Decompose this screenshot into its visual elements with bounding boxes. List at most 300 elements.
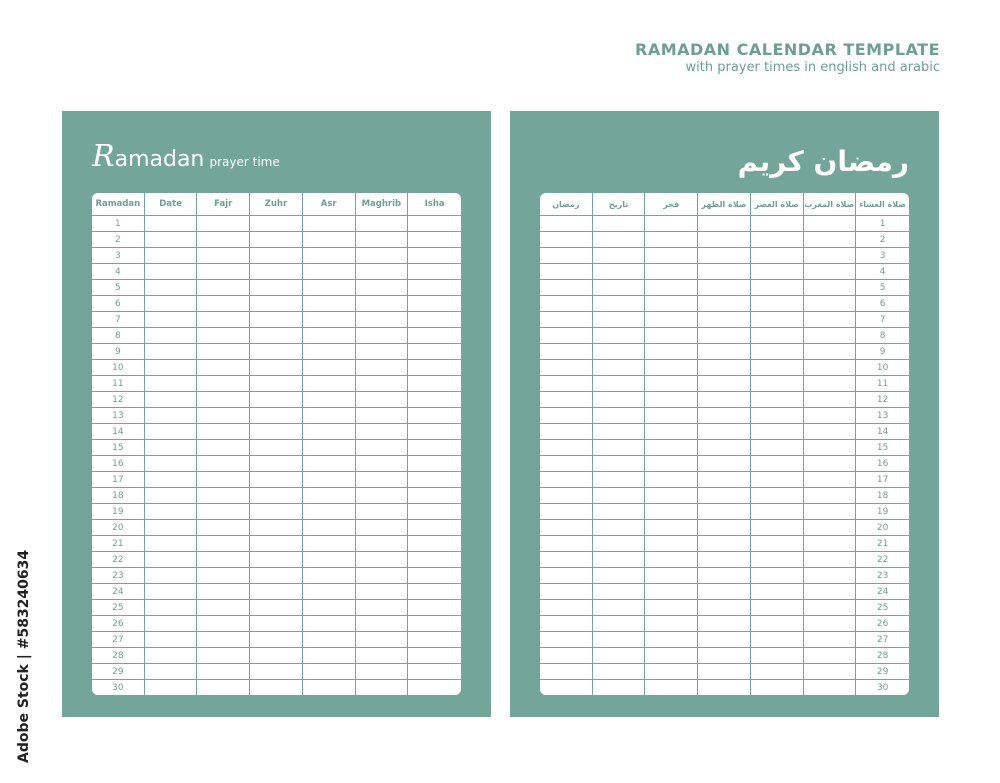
entry-cell[interactable] (751, 520, 804, 536)
entry-cell[interactable] (303, 568, 356, 584)
entry-cell[interactable] (145, 504, 198, 520)
entry-cell[interactable] (540, 360, 593, 376)
entry-cell[interactable] (593, 648, 646, 664)
entry-cell[interactable] (540, 312, 593, 328)
entry-cell[interactable] (698, 520, 751, 536)
entry-cell[interactable] (698, 616, 751, 632)
entry-cell[interactable] (197, 616, 250, 632)
entry-cell[interactable] (698, 424, 751, 440)
entry-cell[interactable] (303, 408, 356, 424)
entry-cell[interactable] (751, 392, 804, 408)
entry-cell[interactable] (540, 536, 593, 552)
entry-cell[interactable] (804, 360, 857, 376)
entry-cell[interactable] (804, 248, 857, 264)
entry-cell[interactable] (356, 520, 409, 536)
entry-cell[interactable] (593, 584, 646, 600)
entry-cell[interactable] (197, 568, 250, 584)
entry-cell[interactable] (645, 424, 698, 440)
entry-cell[interactable] (250, 216, 303, 232)
entry-cell[interactable] (145, 648, 198, 664)
entry-cell[interactable] (145, 360, 198, 376)
entry-cell[interactable] (645, 584, 698, 600)
entry-cell[interactable] (303, 456, 356, 472)
entry-cell[interactable] (145, 536, 198, 552)
entry-cell[interactable] (145, 552, 198, 568)
entry-cell[interactable] (303, 328, 356, 344)
entry-cell[interactable] (751, 408, 804, 424)
entry-cell[interactable] (303, 616, 356, 632)
entry-cell[interactable] (408, 616, 461, 632)
entry-cell[interactable] (408, 408, 461, 424)
entry-cell[interactable] (356, 344, 409, 360)
entry-cell[interactable] (356, 216, 409, 232)
entry-cell[interactable] (197, 280, 250, 296)
entry-cell[interactable] (593, 680, 646, 695)
entry-cell[interactable] (356, 504, 409, 520)
entry-cell[interactable] (250, 360, 303, 376)
entry-cell[interactable] (698, 328, 751, 344)
entry-cell[interactable] (250, 232, 303, 248)
entry-cell[interactable] (250, 456, 303, 472)
entry-cell[interactable] (408, 552, 461, 568)
entry-cell[interactable] (645, 392, 698, 408)
entry-cell[interactable] (751, 264, 804, 280)
entry-cell[interactable] (593, 536, 646, 552)
entry-cell[interactable] (645, 440, 698, 456)
entry-cell[interactable] (408, 344, 461, 360)
entry-cell[interactable] (356, 616, 409, 632)
entry-cell[interactable] (356, 600, 409, 616)
entry-cell[interactable] (356, 264, 409, 280)
entry-cell[interactable] (593, 280, 646, 296)
entry-cell[interactable] (751, 232, 804, 248)
entry-cell[interactable] (593, 616, 646, 632)
entry-cell[interactable] (751, 296, 804, 312)
entry-cell[interactable] (250, 376, 303, 392)
entry-cell[interactable] (698, 312, 751, 328)
entry-cell[interactable] (751, 552, 804, 568)
entry-cell[interactable] (751, 328, 804, 344)
entry-cell[interactable] (593, 520, 646, 536)
entry-cell[interactable] (197, 296, 250, 312)
entry-cell[interactable] (698, 536, 751, 552)
entry-cell[interactable] (303, 376, 356, 392)
entry-cell[interactable] (145, 264, 198, 280)
entry-cell[interactable] (698, 440, 751, 456)
entry-cell[interactable] (540, 264, 593, 280)
entry-cell[interactable] (250, 248, 303, 264)
entry-cell[interactable] (751, 424, 804, 440)
entry-cell[interactable] (804, 344, 857, 360)
entry-cell[interactable] (804, 264, 857, 280)
entry-cell[interactable] (804, 280, 857, 296)
entry-cell[interactable] (751, 504, 804, 520)
entry-cell[interactable] (540, 296, 593, 312)
entry-cell[interactable] (303, 584, 356, 600)
entry-cell[interactable] (751, 632, 804, 648)
entry-cell[interactable] (145, 488, 198, 504)
entry-cell[interactable] (593, 408, 646, 424)
entry-cell[interactable] (593, 264, 646, 280)
entry-cell[interactable] (197, 424, 250, 440)
entry-cell[interactable] (303, 360, 356, 376)
entry-cell[interactable] (540, 408, 593, 424)
entry-cell[interactable] (645, 280, 698, 296)
entry-cell[interactable] (593, 296, 646, 312)
entry-cell[interactable] (197, 392, 250, 408)
entry-cell[interactable] (645, 648, 698, 664)
entry-cell[interactable] (145, 568, 198, 584)
entry-cell[interactable] (356, 328, 409, 344)
entry-cell[interactable] (408, 216, 461, 232)
entry-cell[interactable] (698, 680, 751, 695)
entry-cell[interactable] (540, 568, 593, 584)
entry-cell[interactable] (145, 456, 198, 472)
entry-cell[interactable] (250, 600, 303, 616)
entry-cell[interactable] (698, 376, 751, 392)
entry-cell[interactable] (408, 664, 461, 680)
entry-cell[interactable] (303, 344, 356, 360)
entry-cell[interactable] (145, 408, 198, 424)
entry-cell[interactable] (197, 536, 250, 552)
entry-cell[interactable] (751, 360, 804, 376)
entry-cell[interactable] (356, 552, 409, 568)
entry-cell[interactable] (408, 328, 461, 344)
entry-cell[interactable] (145, 328, 198, 344)
entry-cell[interactable] (540, 440, 593, 456)
entry-cell[interactable] (197, 600, 250, 616)
entry-cell[interactable] (303, 472, 356, 488)
entry-cell[interactable] (645, 504, 698, 520)
entry-cell[interactable] (303, 280, 356, 296)
entry-cell[interactable] (303, 632, 356, 648)
entry-cell[interactable] (593, 568, 646, 584)
entry-cell[interactable] (145, 440, 198, 456)
entry-cell[interactable] (197, 312, 250, 328)
entry-cell[interactable] (408, 504, 461, 520)
entry-cell[interactable] (408, 424, 461, 440)
entry-cell[interactable] (540, 488, 593, 504)
entry-cell[interactable] (593, 456, 646, 472)
entry-cell[interactable] (804, 616, 857, 632)
entry-cell[interactable] (540, 584, 593, 600)
entry-cell[interactable] (303, 296, 356, 312)
entry-cell[interactable] (593, 664, 646, 680)
entry-cell[interactable] (197, 328, 250, 344)
entry-cell[interactable] (751, 664, 804, 680)
entry-cell[interactable] (645, 552, 698, 568)
entry-cell[interactable] (540, 552, 593, 568)
entry-cell[interactable] (540, 280, 593, 296)
entry-cell[interactable] (250, 568, 303, 584)
entry-cell[interactable] (197, 376, 250, 392)
entry-cell[interactable] (250, 680, 303, 695)
entry-cell[interactable] (356, 408, 409, 424)
entry-cell[interactable] (804, 392, 857, 408)
entry-cell[interactable] (698, 232, 751, 248)
entry-cell[interactable] (804, 456, 857, 472)
entry-cell[interactable] (593, 328, 646, 344)
entry-cell[interactable] (356, 360, 409, 376)
entry-cell[interactable] (145, 296, 198, 312)
entry-cell[interactable] (593, 376, 646, 392)
entry-cell[interactable] (356, 472, 409, 488)
entry-cell[interactable] (645, 312, 698, 328)
entry-cell[interactable] (540, 504, 593, 520)
entry-cell[interactable] (250, 504, 303, 520)
entry-cell[interactable] (698, 632, 751, 648)
entry-cell[interactable] (303, 264, 356, 280)
entry-cell[interactable] (804, 600, 857, 616)
entry-cell[interactable] (408, 440, 461, 456)
entry-cell[interactable] (303, 216, 356, 232)
entry-cell[interactable] (250, 632, 303, 648)
entry-cell[interactable] (356, 456, 409, 472)
entry-cell[interactable] (197, 632, 250, 648)
entry-cell[interactable] (804, 296, 857, 312)
entry-cell[interactable] (145, 472, 198, 488)
entry-cell[interactable] (593, 440, 646, 456)
entry-cell[interactable] (540, 664, 593, 680)
entry-cell[interactable] (197, 520, 250, 536)
entry-cell[interactable] (356, 632, 409, 648)
entry-cell[interactable] (356, 248, 409, 264)
entry-cell[interactable] (303, 600, 356, 616)
entry-cell[interactable] (698, 360, 751, 376)
entry-cell[interactable] (197, 344, 250, 360)
entry-cell[interactable] (408, 472, 461, 488)
entry-cell[interactable] (303, 664, 356, 680)
entry-cell[interactable] (356, 568, 409, 584)
entry-cell[interactable] (698, 296, 751, 312)
entry-cell[interactable] (408, 376, 461, 392)
entry-cell[interactable] (250, 328, 303, 344)
entry-cell[interactable] (593, 504, 646, 520)
entry-cell[interactable] (303, 552, 356, 568)
entry-cell[interactable] (645, 216, 698, 232)
entry-cell[interactable] (197, 360, 250, 376)
entry-cell[interactable] (197, 232, 250, 248)
entry-cell[interactable] (408, 536, 461, 552)
entry-cell[interactable] (645, 488, 698, 504)
entry-cell[interactable] (804, 408, 857, 424)
entry-cell[interactable] (698, 392, 751, 408)
entry-cell[interactable] (197, 504, 250, 520)
entry-cell[interactable] (145, 280, 198, 296)
entry-cell[interactable] (356, 232, 409, 248)
entry-cell[interactable] (145, 376, 198, 392)
entry-cell[interactable] (197, 216, 250, 232)
entry-cell[interactable] (804, 664, 857, 680)
entry-cell[interactable] (645, 632, 698, 648)
entry-cell[interactable] (356, 584, 409, 600)
entry-cell[interactable] (408, 360, 461, 376)
entry-cell[interactable] (804, 632, 857, 648)
entry-cell[interactable] (698, 216, 751, 232)
entry-cell[interactable] (804, 376, 857, 392)
entry-cell[interactable] (250, 440, 303, 456)
entry-cell[interactable] (250, 472, 303, 488)
entry-cell[interactable] (303, 232, 356, 248)
entry-cell[interactable] (145, 584, 198, 600)
entry-cell[interactable] (751, 600, 804, 616)
entry-cell[interactable] (250, 280, 303, 296)
entry-cell[interactable] (645, 568, 698, 584)
entry-cell[interactable] (645, 600, 698, 616)
entry-cell[interactable] (145, 632, 198, 648)
entry-cell[interactable] (751, 536, 804, 552)
entry-cell[interactable] (540, 456, 593, 472)
entry-cell[interactable] (645, 376, 698, 392)
entry-cell[interactable] (408, 680, 461, 695)
entry-cell[interactable] (593, 424, 646, 440)
entry-cell[interactable] (751, 584, 804, 600)
entry-cell[interactable] (804, 312, 857, 328)
entry-cell[interactable] (645, 456, 698, 472)
entry-cell[interactable] (593, 472, 646, 488)
entry-cell[interactable] (540, 600, 593, 616)
entry-cell[interactable] (250, 296, 303, 312)
entry-cell[interactable] (408, 456, 461, 472)
entry-cell[interactable] (698, 648, 751, 664)
entry-cell[interactable] (145, 312, 198, 328)
entry-cell[interactable] (408, 392, 461, 408)
entry-cell[interactable] (804, 552, 857, 568)
entry-cell[interactable] (540, 632, 593, 648)
entry-cell[interactable] (303, 648, 356, 664)
entry-cell[interactable] (698, 264, 751, 280)
entry-cell[interactable] (751, 568, 804, 584)
entry-cell[interactable] (197, 664, 250, 680)
entry-cell[interactable] (540, 232, 593, 248)
entry-cell[interactable] (804, 584, 857, 600)
entry-cell[interactable] (408, 568, 461, 584)
entry-cell[interactable] (197, 488, 250, 504)
entry-cell[interactable] (645, 520, 698, 536)
entry-cell[interactable] (751, 616, 804, 632)
entry-cell[interactable] (303, 488, 356, 504)
entry-cell[interactable] (645, 264, 698, 280)
entry-cell[interactable] (197, 440, 250, 456)
entry-cell[interactable] (645, 344, 698, 360)
entry-cell[interactable] (645, 536, 698, 552)
entry-cell[interactable] (645, 680, 698, 695)
entry-cell[interactable] (751, 344, 804, 360)
entry-cell[interactable] (250, 552, 303, 568)
entry-cell[interactable] (145, 520, 198, 536)
entry-cell[interactable] (804, 568, 857, 584)
entry-cell[interactable] (804, 232, 857, 248)
entry-cell[interactable] (408, 632, 461, 648)
entry-cell[interactable] (356, 440, 409, 456)
entry-cell[interactable] (751, 456, 804, 472)
entry-cell[interactable] (145, 664, 198, 680)
entry-cell[interactable] (645, 248, 698, 264)
entry-cell[interactable] (145, 392, 198, 408)
entry-cell[interactable] (356, 680, 409, 695)
entry-cell[interactable] (593, 488, 646, 504)
entry-cell[interactable] (804, 536, 857, 552)
entry-cell[interactable] (356, 392, 409, 408)
entry-cell[interactable] (408, 280, 461, 296)
entry-cell[interactable] (250, 664, 303, 680)
entry-cell[interactable] (804, 472, 857, 488)
entry-cell[interactable] (698, 248, 751, 264)
entry-cell[interactable] (197, 648, 250, 664)
entry-cell[interactable] (197, 264, 250, 280)
entry-cell[interactable] (250, 536, 303, 552)
entry-cell[interactable] (408, 312, 461, 328)
entry-cell[interactable] (145, 680, 198, 695)
entry-cell[interactable] (197, 472, 250, 488)
entry-cell[interactable] (540, 520, 593, 536)
entry-cell[interactable] (645, 328, 698, 344)
entry-cell[interactable] (540, 376, 593, 392)
entry-cell[interactable] (804, 680, 857, 695)
entry-cell[interactable] (645, 360, 698, 376)
entry-cell[interactable] (408, 248, 461, 264)
entry-cell[interactable] (356, 280, 409, 296)
entry-cell[interactable] (356, 648, 409, 664)
entry-cell[interactable] (698, 488, 751, 504)
entry-cell[interactable] (408, 584, 461, 600)
entry-cell[interactable] (593, 392, 646, 408)
entry-cell[interactable] (593, 232, 646, 248)
entry-cell[interactable] (698, 408, 751, 424)
entry-cell[interactable] (197, 584, 250, 600)
entry-cell[interactable] (698, 552, 751, 568)
entry-cell[interactable] (540, 472, 593, 488)
entry-cell[interactable] (408, 488, 461, 504)
entry-cell[interactable] (751, 376, 804, 392)
entry-cell[interactable] (356, 376, 409, 392)
entry-cell[interactable] (145, 232, 198, 248)
entry-cell[interactable] (593, 216, 646, 232)
entry-cell[interactable] (145, 600, 198, 616)
entry-cell[interactable] (303, 424, 356, 440)
entry-cell[interactable] (250, 520, 303, 536)
entry-cell[interactable] (303, 504, 356, 520)
entry-cell[interactable] (804, 504, 857, 520)
entry-cell[interactable] (645, 664, 698, 680)
entry-cell[interactable] (197, 456, 250, 472)
entry-cell[interactable] (751, 648, 804, 664)
entry-cell[interactable] (698, 344, 751, 360)
entry-cell[interactable] (751, 248, 804, 264)
entry-cell[interactable] (751, 216, 804, 232)
entry-cell[interactable] (593, 312, 646, 328)
entry-cell[interactable] (593, 632, 646, 648)
entry-cell[interactable] (250, 344, 303, 360)
entry-cell[interactable] (751, 440, 804, 456)
entry-cell[interactable] (408, 600, 461, 616)
entry-cell[interactable] (540, 328, 593, 344)
entry-cell[interactable] (593, 600, 646, 616)
entry-cell[interactable] (303, 248, 356, 264)
entry-cell[interactable] (698, 568, 751, 584)
entry-cell[interactable] (804, 520, 857, 536)
entry-cell[interactable] (145, 616, 198, 632)
entry-cell[interactable] (356, 312, 409, 328)
entry-cell[interactable] (145, 248, 198, 264)
entry-cell[interactable] (698, 664, 751, 680)
entry-cell[interactable] (698, 456, 751, 472)
entry-cell[interactable] (645, 472, 698, 488)
entry-cell[interactable] (645, 232, 698, 248)
entry-cell[interactable] (250, 408, 303, 424)
entry-cell[interactable] (540, 616, 593, 632)
entry-cell[interactable] (540, 392, 593, 408)
